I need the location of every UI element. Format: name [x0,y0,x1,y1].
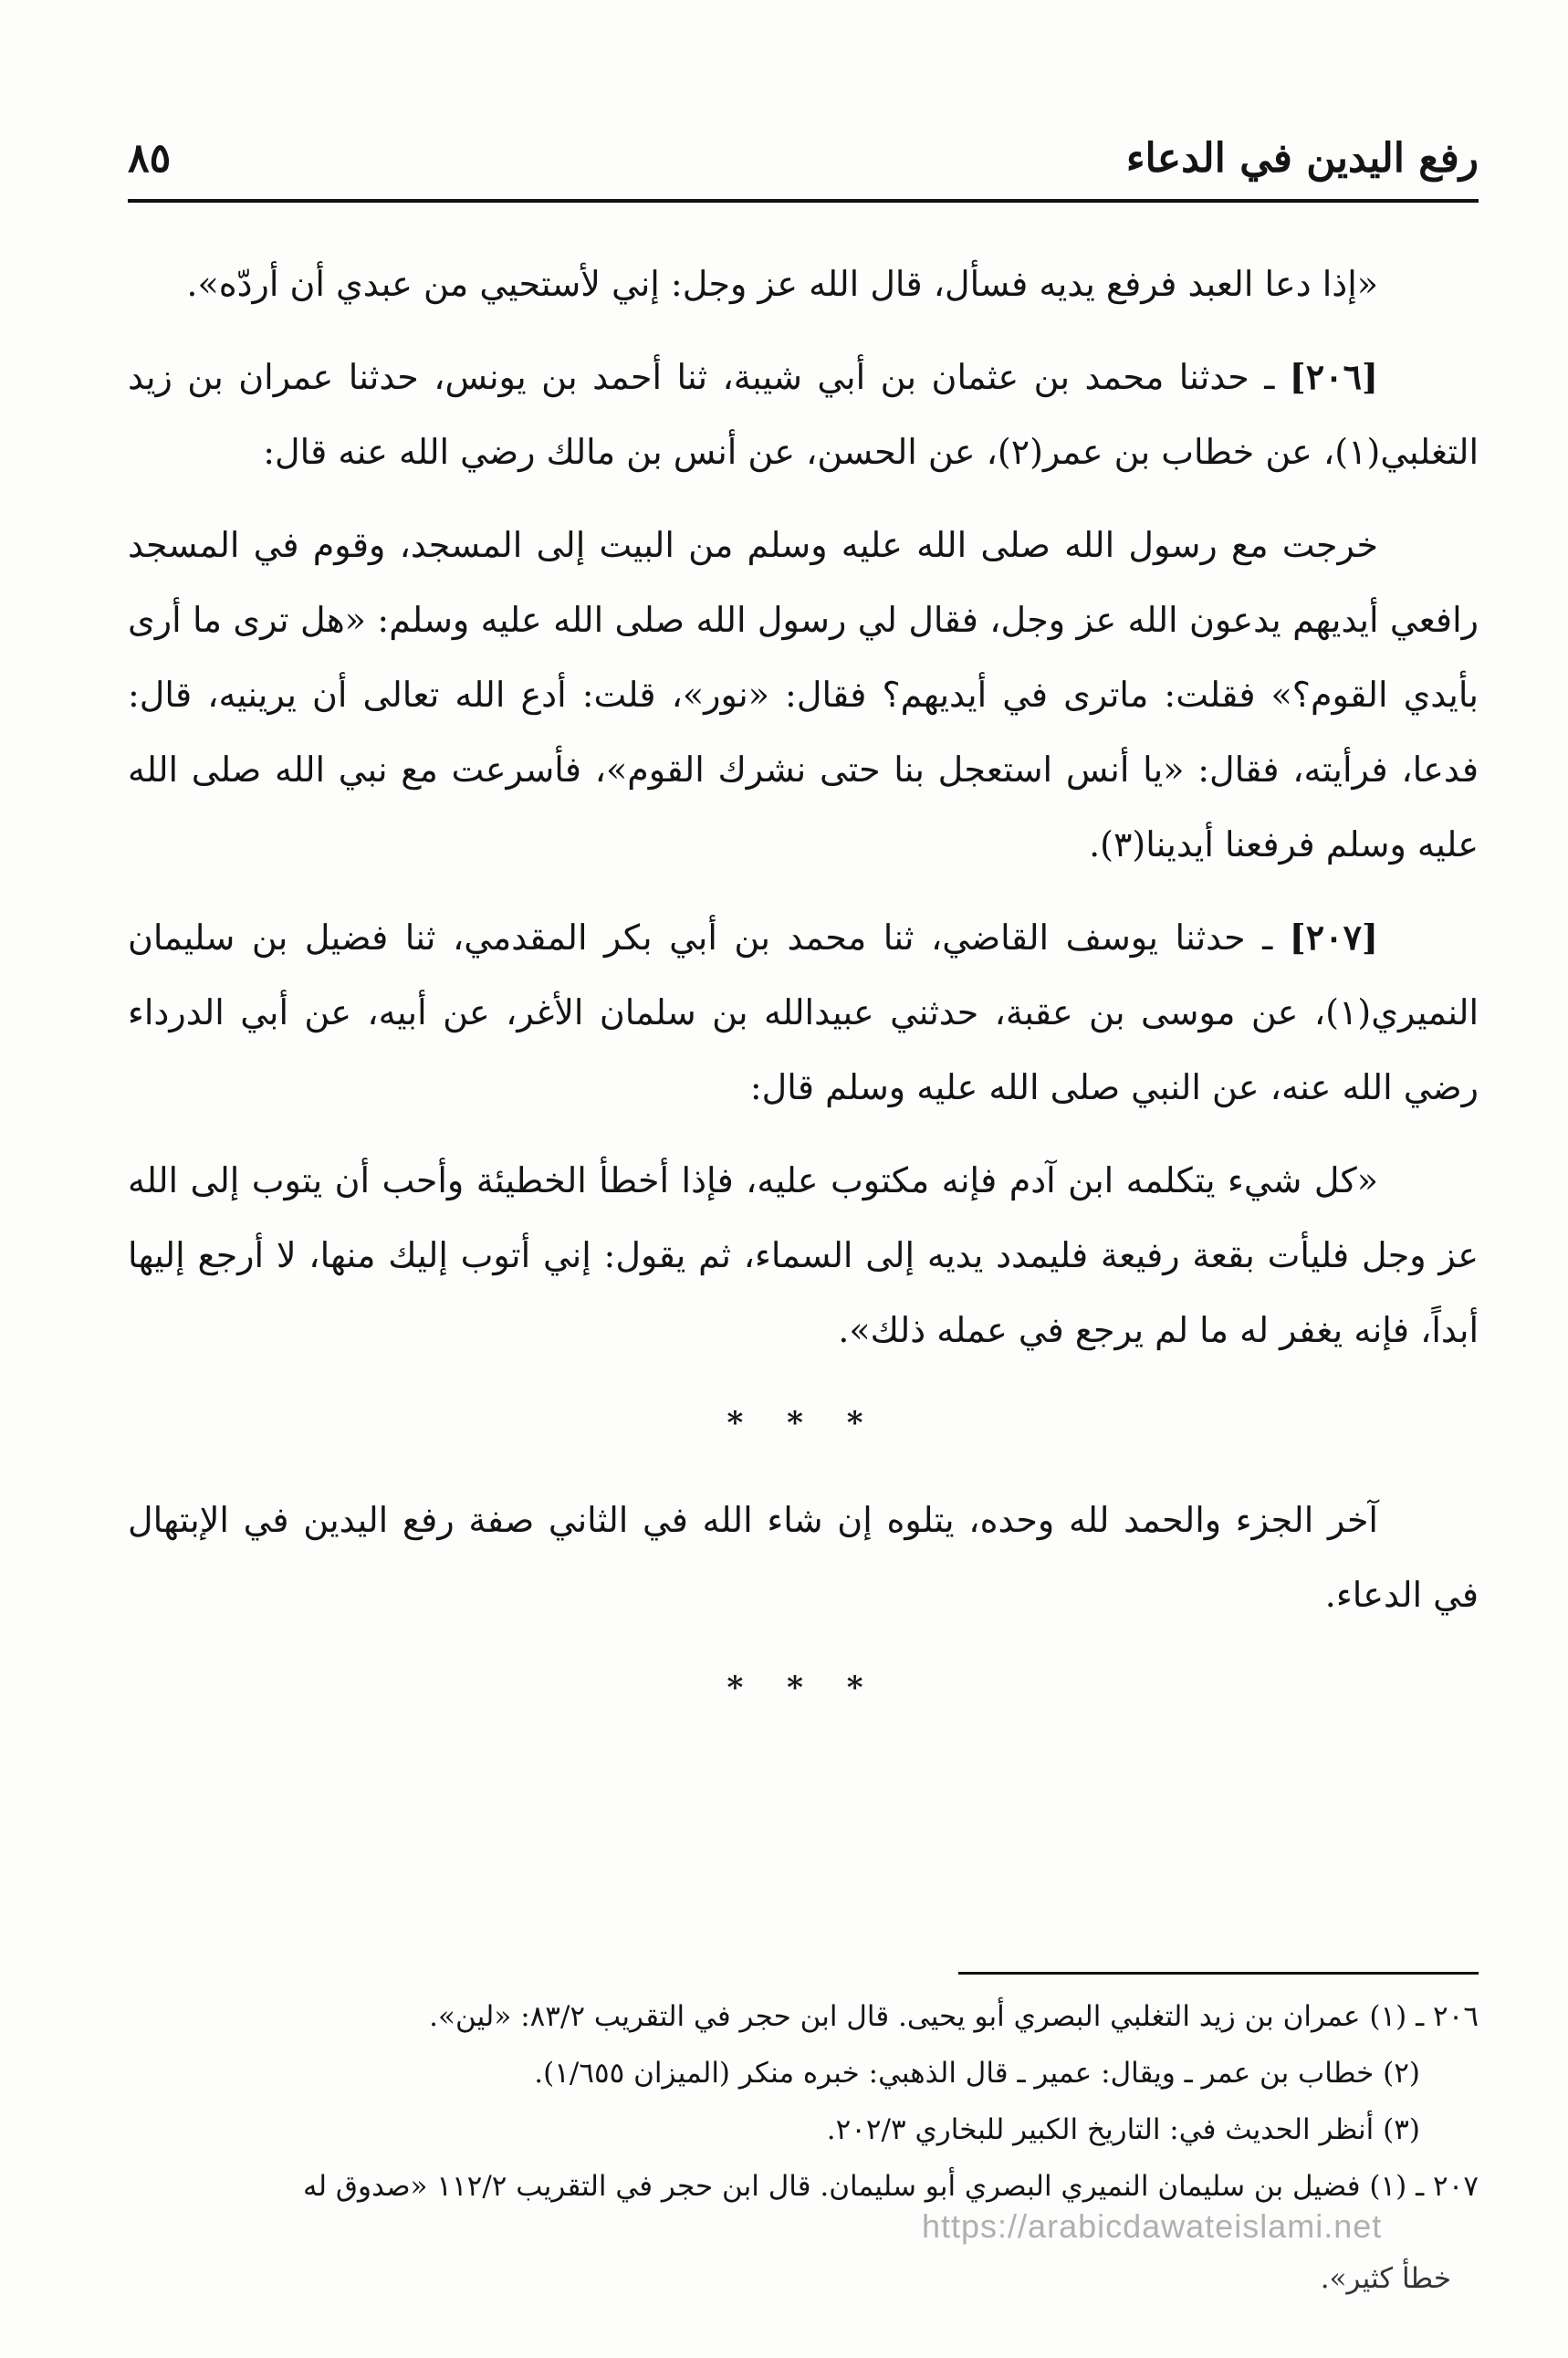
footnotes [128,1988,1479,2215]
footnote-206-3: (٣) أنظر الحديث في: التاريخ الكبير للبخاري ٢٠٢/٣. [826,2113,1420,2146]
hadith-number-207: [٢٠٧] [1289,917,1378,958]
footnote-206-1: ٢٠٦ ـ (١) عمران بن زيد التغلبي البصري أبو يحيى. قال ابن حجر في التقريب ٨٣/٢: «لين». [429,2000,1479,2033]
main-text [128,246,1479,1747]
paragraph-hadith-206 [128,340,1479,489]
hadith-207-isnad: ـ حدثنا يوسف القاضي، ثنا محمد بن أبي بكر المقدمي، ثنا فضيل بن سليمان النميري(١)، عن موسى بن عقبة، حدثني عبيدالله بن سلمان الأغر، عن أبيه، عن أبي الدرداء رضي الله عنه، عن النبي صلى الله عليه وسلم قال: [128,917,1479,1107]
footnote-206-2: (٢) خطاب بن عمر ـ ويقال: عمير ـ قال الذهبي: خبره منكر (الميزان ١/٦٥٥). [534,2057,1420,2090]
running-title: رفع اليدين في الدعاء [1125,135,1479,182]
section-divider: * * * [727,1405,880,1441]
hadith-number-206: [٢٠٦] [1289,356,1378,397]
page-number: ٨٥ [128,135,172,182]
paragraph-hadith-207 [128,900,1479,1125]
footnote-rule [958,1972,1479,1975]
hadith-206-isnad: ـ حدثنا محمد بن عثمان بن أبي شيبة، ثنا أحمد بن يونس، حدثنا عمران بن زيد التغلبي(١)، عن خطاب بن عمر(٢)، عن الحسن، عن أنس بن مالك رضي الله عنه قال: [128,357,1479,472]
watermark: https://arabicdawateislami.net [922,2207,1383,2245]
paragraph-hadith-text: «إذا دعا العبد فرفع يديه فسأل، قال الله عز وجل: إني لأستحيي من عبدي أن أردّه». [186,264,1378,304]
footnote-207-1: ٢٠٧ ـ (١) فضيل بن سليمان النميري البصري أبو سليمان. قال ابن حجر في التقريب ١١٢/٢ «صدوق له [303,2170,1479,2203]
footnote-continuation: خطأ كثير». [1320,2262,1451,2295]
running-header [128,128,1479,201]
section-divider-end: * * * [727,1670,880,1706]
paragraph-colophon: آخر الجزء والحمد لله وحده، يتلوه إن شاء الله في الثاني صفة رفع اليدين في الإبتهال في الدعاء. [128,1500,1479,1615]
paragraph-hadith-207-text: «كل شيء يتكلمه ابن آدم فإنه مكتوب عليه، فإذا أخطأ الخطيئة وأحب أن يتوب إلى الله عز وجل فليأت بقعة رفيعة فليمدد يديه إلى السماء، ثم يقول: إني أتوب إليك منها، لا أرجع إليها أبداً، فإنه يغفر له ما لم يرجع في عمله ذلك». [128,1160,1479,1350]
header-rule [128,199,1479,203]
paragraph-hadith-206-text: خرجت مع رسول الله صلى الله عليه وسلم من البيت إلى المسجد، وقوم في المسجد رافعي أيديهم يدعون الله عز وجل، فقال لي رسول الله صلى الله عليه وسلم: «هل ترى ما أرى بأيدي القوم؟» فقلت: ماترى في أيديهم؟ فقال: «نور»، قلت: أدع الله تعالى أن يرينيه، قال: فدعا، فرأيته، فقال: «يا أنس استعجل بنا حتى نشرك القوم»، فأسرعت مع نبي الله صلى الله عليه وسلم فرفعنا أيدينا(٣). [128,525,1479,865]
